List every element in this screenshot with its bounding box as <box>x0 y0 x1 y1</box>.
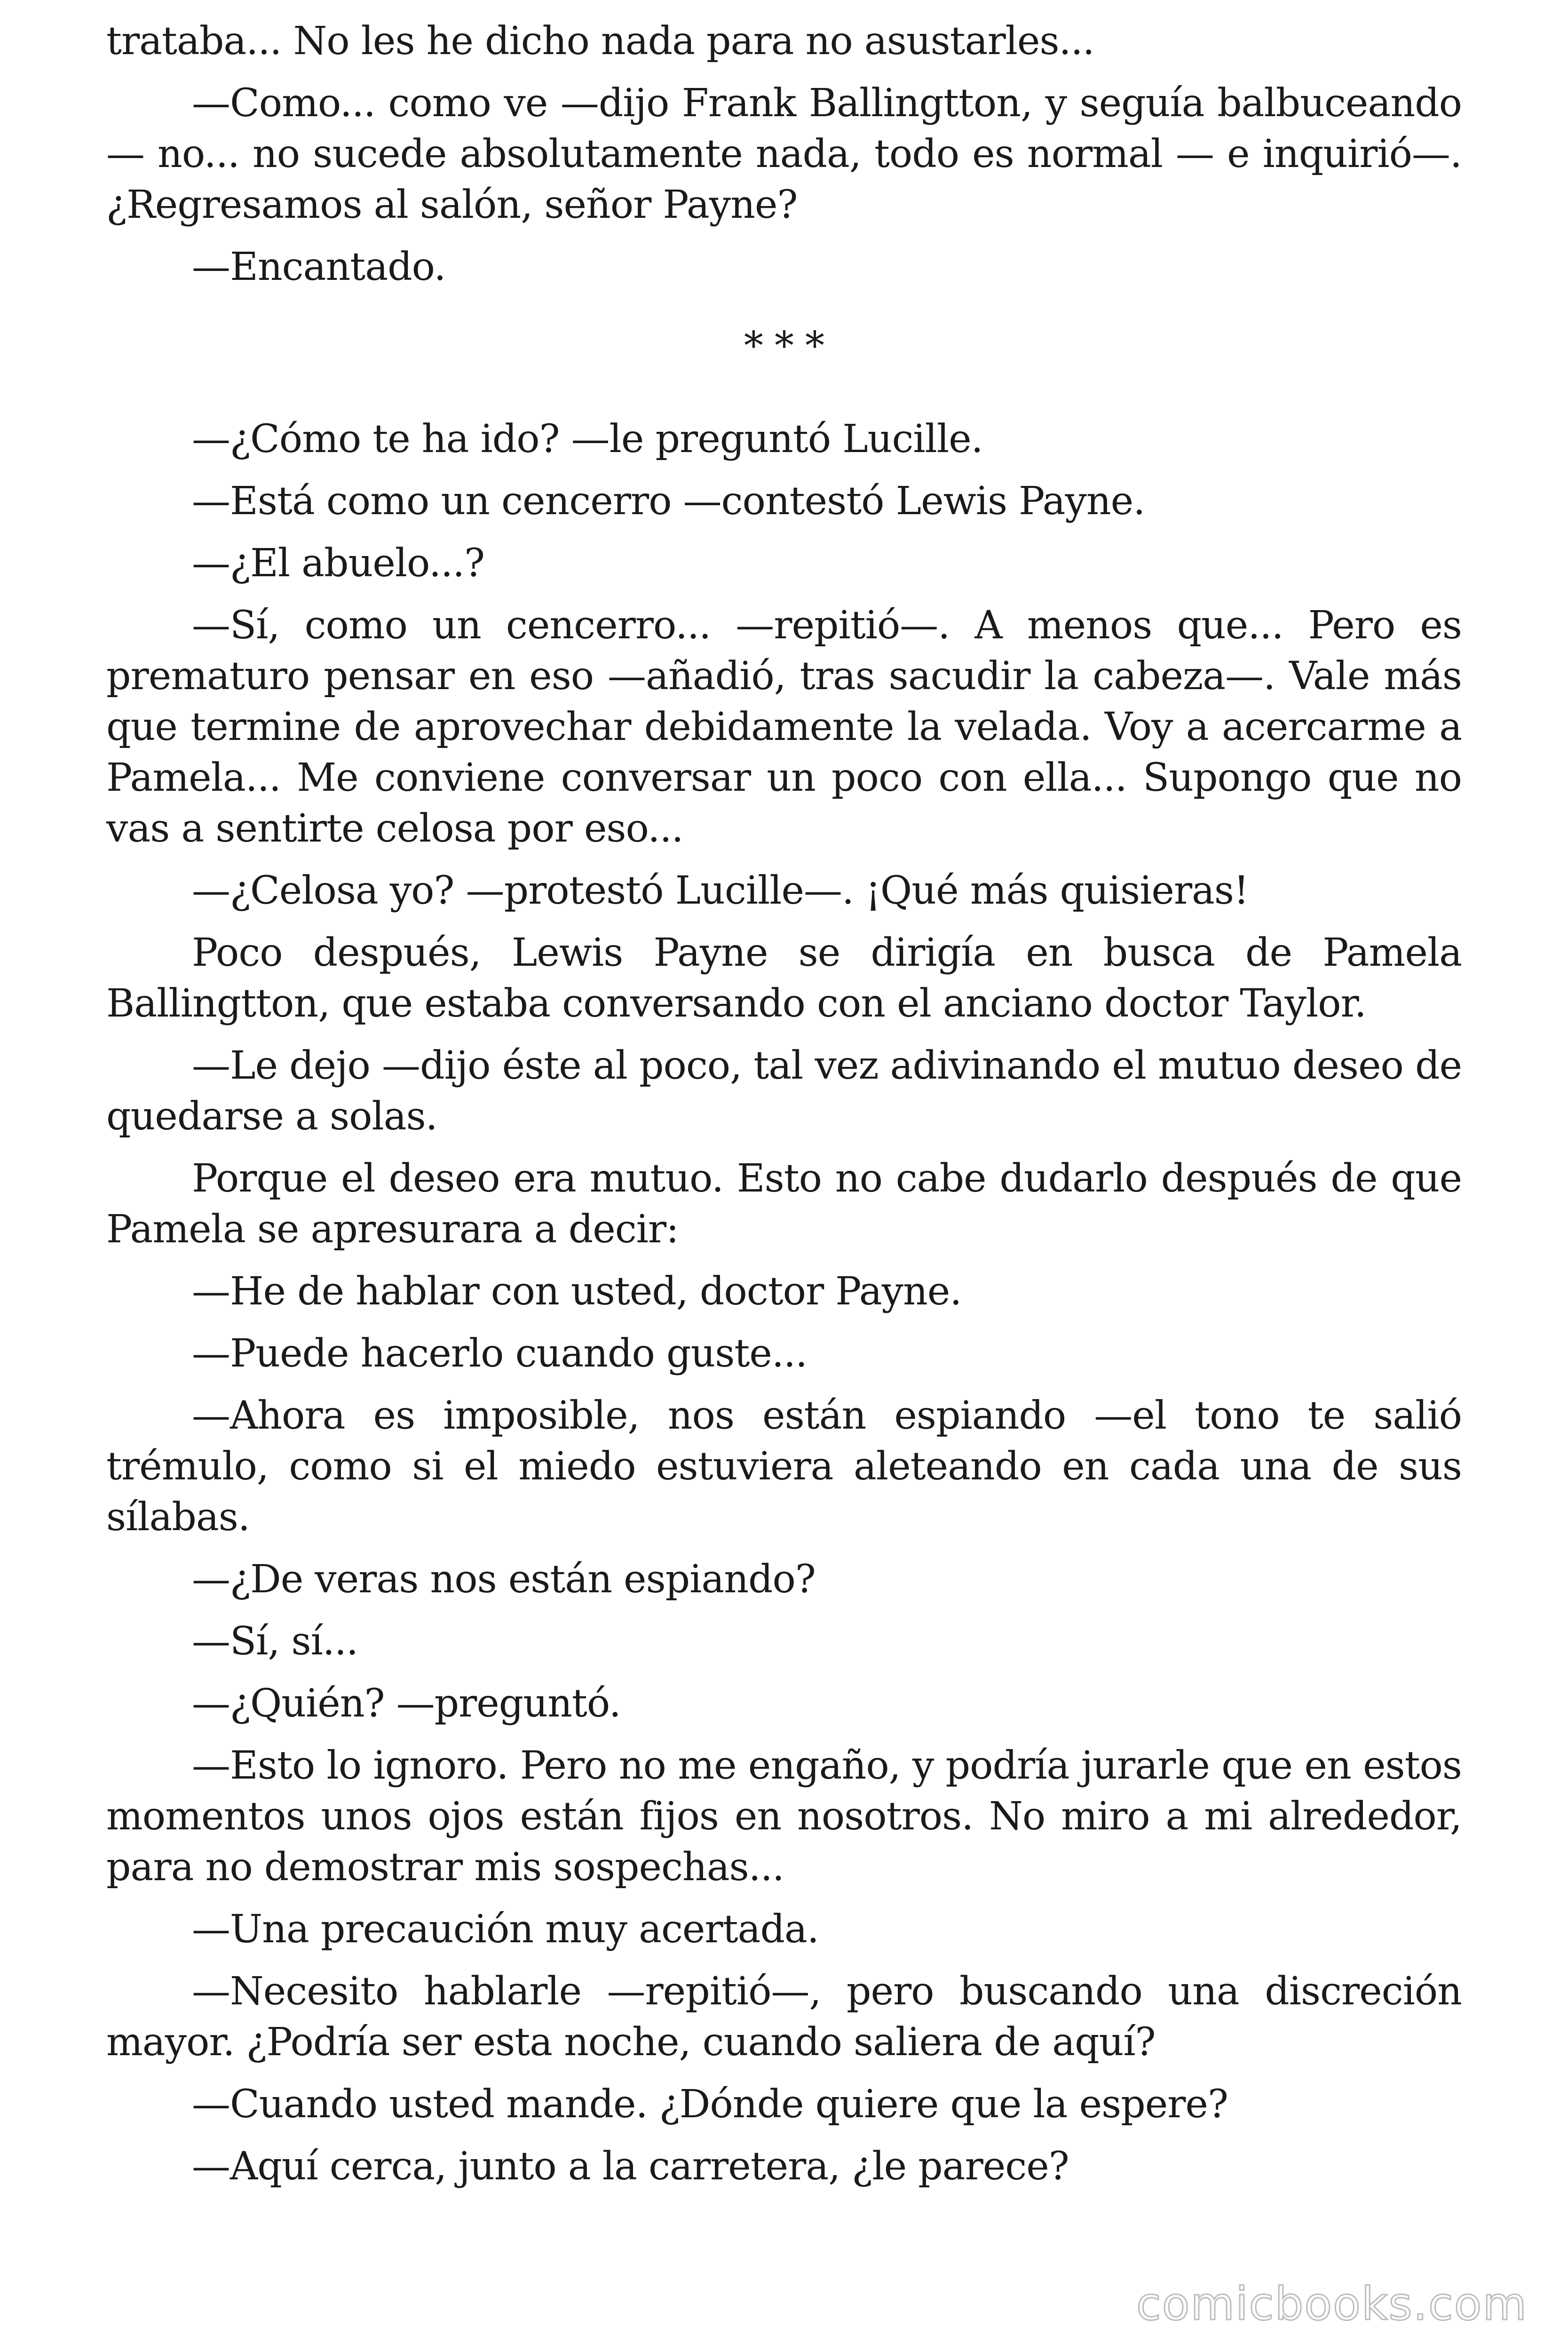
paragraph: —¿El abuelo...? <box>192 541 485 586</box>
paragraph: —Está como un cencerro —contestó Lewis Payne. <box>192 479 1145 524</box>
paragraph: Porque el deseo era mutuo. Esto no cabe dudarlo después de que Pamela se apresurara a decir: <box>106 1156 1462 1252</box>
paragraph: —Puede hacerlo cuando guste... <box>192 1331 808 1376</box>
paragraph: —¿Quién? —preguntó. <box>192 1681 621 1726</box>
paragraph: —Como... como ve —dijo Frank Ballingtton, y seguía balbuceando— no... no sucede absolutamente nada, todo es normal — e inquirió—. ¿Regresamos al salón, señor Payne? <box>106 81 1462 227</box>
paragraph: —Una precaución muy acertada. <box>192 1907 819 1952</box>
paragraph: —Encantado. <box>192 245 446 289</box>
paragraph: Poco después, Lewis Payne se dirigía en busca de Pamela Ballingtton, que estaba conversando con el anciano doctor Taylor. <box>106 930 1462 1026</box>
book-page <box>106 16 1462 2203</box>
paragraph: —Cuando usted mande. ¿Dónde quiere que la espere? <box>192 2082 1228 2127</box>
scene-separator: * * * <box>744 324 824 368</box>
watermark-logo: comicbooks.com <box>1136 2278 1528 2330</box>
paragraph: —Ahora es imposible, nos están espiando —el tono te salió trémulo, como si el miedo estuviera aleteando en cada una de sus sílabas. <box>106 1393 1462 1540</box>
paragraph: —Le dejo —dijo éste al poco, tal vez adivinando el mutuo deseo de quedarse a solas. <box>106 1043 1462 1139</box>
paragraph: —Necesito hablarle —repitió—, pero buscando una discreción mayor. ¿Podría ser esta noche, cuando saliera de aquí? <box>106 1969 1462 2065</box>
paragraph: —Sí, sí... <box>192 1619 358 1664</box>
paragraph: —¿De veras nos están espiando? <box>192 1557 816 1602</box>
paragraph: —Aquí cerca, junto a la carretera, ¿le parece? <box>192 2144 1069 2189</box>
paragraph: —Sí, como un cencerro... —repitió—. A menos que... Pero es prematuro pensar en eso —añadió, tras sacudir la cabeza—. Vale más que termine de aprovechar debidamente la velada. Voy a acercarme a Pamela... Me conviene conversar un poco con ella... Supongo que no vas a sentirte celosa por eso... <box>106 603 1462 851</box>
paragraph: —Esto lo ignoro. Pero no me engaño, y podría jurarle que en estos momentos unos ojos están fijos en nosotros. No miro a mi alrededor, para no demostrar mis sospechas... <box>106 1743 1462 1890</box>
paragraph: —¿Cómo te ha ido? —le preguntó Lucille. <box>192 417 983 461</box>
paragraph: —¿Celosa yo? —protestó Lucille—. ¡Qué más quisieras! <box>192 868 1249 913</box>
paragraph: —He de hablar con usted, doctor Payne. <box>192 1269 962 1314</box>
paragraph: trataba... No les he dicho nada para no asustarles... <box>106 19 1094 64</box>
